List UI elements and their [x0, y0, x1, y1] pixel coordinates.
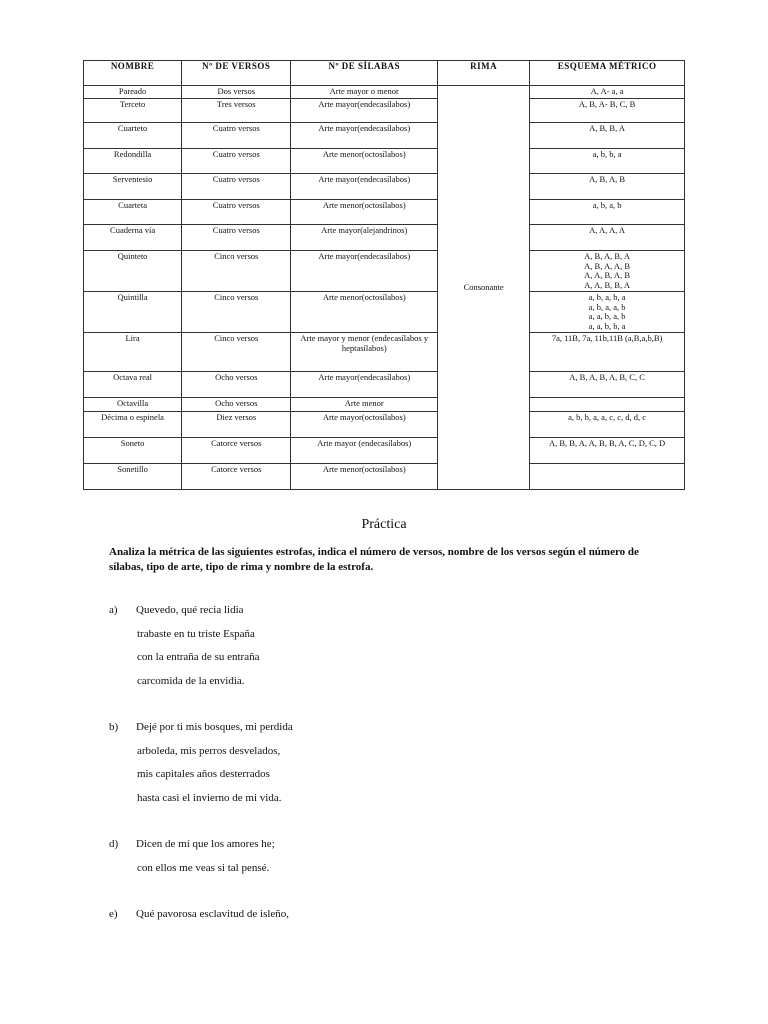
esquema-line: a, a, b, b, a [588, 320, 626, 331]
esquema-line: A, B, A, B, A, B, C, C [569, 372, 645, 382]
cell-nombre: Octava real [84, 372, 182, 398]
cell-nombre: Redondilla [84, 149, 182, 174]
cell-nombre: Lira [84, 333, 182, 372]
esquema-line: A, B, B, A, A, B, B, A, C, D, C, D [548, 438, 666, 448]
verse-text: con ellos me veas si tal pensé. [137, 861, 270, 874]
cell-versos: Cuatro versos [182, 225, 291, 251]
cell-nombre: Quintilla [84, 292, 182, 333]
cell-versos: Catorce versos [182, 438, 291, 464]
verse-text: carcomida de la envidia. [137, 674, 245, 687]
cell-versos: Catorce versos [182, 464, 291, 490]
exercise-marker: b) [109, 721, 119, 733]
cell-versos: Cinco versos [182, 292, 291, 333]
cell-silabas: Arte menor [291, 398, 438, 412]
esquema-line: A, A, B, B, A [584, 279, 630, 290]
header-rima: RIMA [438, 61, 530, 86]
stanza-line [137, 745, 280, 757]
stanza-line [137, 768, 270, 780]
cell-esquema [530, 372, 685, 398]
esquema-line: A, B, A, A, B [584, 260, 630, 271]
stanza-line [109, 721, 293, 733]
verse-text: trabaste en tu triste España [137, 627, 255, 640]
cell-esquema [530, 99, 685, 123]
cell-nombre: Décima o espinela [84, 412, 182, 438]
cell-versos: Cuatro versos [182, 200, 291, 225]
practice-title: Práctica [361, 517, 407, 532]
cell-esquema [530, 398, 685, 412]
cell-versos: Diez versos [182, 412, 291, 438]
cell-nombre: Soneto [84, 438, 182, 464]
cell-silabas: Arte menor(octosílabos) [291, 149, 438, 174]
cell-esquema [530, 86, 685, 99]
cell-rima: Consonante [438, 86, 530, 490]
cell-versos: Cinco versos [182, 333, 291, 372]
cell-silabas: Arte mayor(endecasílabos) [291, 123, 438, 149]
cell-versos: Ocho versos [182, 372, 291, 398]
cell-nombre: Serventesio [84, 174, 182, 200]
cell-esquema [530, 292, 685, 333]
exercise-marker: a) [109, 604, 118, 616]
stanza-line [137, 651, 259, 663]
table-row [84, 398, 685, 412]
cell-esquema [530, 200, 685, 225]
esquema-line: a, b, a, a, b [588, 301, 626, 312]
verse-text: mis capitales años desterrados [137, 768, 270, 780]
cell-esquema [530, 174, 685, 200]
table-header-row [84, 61, 685, 86]
cell-versos: Ocho versos [182, 398, 291, 412]
cell-versos: Dos versos [182, 86, 291, 99]
cell-versos: Cuatro versos [182, 123, 291, 149]
cell-silabas: Arte mayor o menor [291, 86, 438, 99]
cell-silabas: Arte menor(octosílabos) [291, 292, 438, 333]
table-row [84, 333, 685, 372]
table-row [84, 412, 685, 438]
cell-silabas: Arte mayor(alejandrinos) [291, 225, 438, 251]
cell-nombre: Cuarteto [84, 123, 182, 149]
esquema-line: a, b, a, b, a [588, 292, 626, 302]
cell-versos: Cuatro versos [182, 149, 291, 174]
table-row [84, 251, 685, 292]
table-row [84, 86, 685, 99]
cell-silabas: Arte mayor(endecasílabos) [291, 99, 438, 123]
esquema-line: a, b, b, a, a, c, c, d, d, c [568, 412, 647, 422]
cell-versos: Tres versos [182, 99, 291, 123]
table-row [84, 292, 685, 333]
stanza-table [83, 60, 685, 490]
cell-nombre: Sonetillo [84, 464, 182, 490]
verse-text: Qué pavorosa esclavitud de isleño, [136, 908, 290, 920]
stanza-line [109, 908, 289, 920]
practice-instructions: Analiza la métrica de las siguientes estrofas, indica el número de versos, nombre de los versos según el número de sílabas, tipo de arte, tipo de rima y nombre de la estrofa. [109, 546, 639, 573]
cell-nombre: Terceto [84, 99, 182, 123]
header-silabas: Nº DE SÍLABAS [291, 61, 438, 86]
esquema-line: A, B, A, B [589, 174, 626, 184]
table-row [84, 464, 685, 490]
table-row [84, 200, 685, 225]
table-row [84, 372, 685, 398]
stanza-line [137, 862, 269, 874]
esquema-line: A, B, A, B, A [584, 251, 630, 261]
cell-silabas: Arte mayor(endecasílabos) [291, 251, 438, 292]
cell-esquema [530, 464, 685, 490]
cell-nombre: Cuarteta [84, 200, 182, 225]
table-row [84, 225, 685, 251]
exercise-marker: d) [109, 838, 119, 850]
esquema-line: A, B, A- B, C, B [578, 99, 636, 109]
stanza-line [109, 838, 275, 850]
verse-text: hasta casi el invierno de mi vida. [137, 791, 282, 804]
stanza-line [109, 604, 244, 616]
esquema-line: 7a, 11B, 7a, 11b,11B (a,B,a,b,B) [551, 333, 663, 343]
cell-silabas: Arte mayor(octosílabos) [291, 412, 438, 438]
cell-silabas: Arte mayor(endecasílabos) [291, 174, 438, 200]
esquema-line: A, A, A, A [589, 225, 626, 235]
stanza-line [137, 675, 245, 687]
cell-silabas: Arte menor(octosílabos) [291, 200, 438, 225]
cell-esquema [530, 149, 685, 174]
cell-esquema [530, 412, 685, 438]
verse-text: arboleda, mis perros desvelados, [137, 744, 281, 757]
cell-esquema [530, 123, 685, 149]
cell-nombre: Octavilla [84, 398, 182, 412]
esquema-line: A, A- a, a [590, 86, 624, 96]
esquema-line: A, B, B, A [589, 123, 626, 133]
header-versos: Nº DE VERSOS [182, 61, 291, 86]
esquema-line: A, A, B, A, B [584, 270, 630, 280]
verse-text: con la entraña de su entraña [137, 651, 260, 663]
table-row [84, 149, 685, 174]
cell-versos: Cuatro versos [182, 174, 291, 200]
header-esquema: ESQUEMA MÉTRICO [530, 61, 685, 86]
esquema-line: a, b, b, a [592, 149, 622, 159]
stanza-line [137, 792, 281, 804]
esquema-line: a, b, a, b [592, 200, 622, 210]
table-row [84, 174, 685, 200]
cell-esquema [530, 438, 685, 464]
exercise-marker: e) [109, 908, 118, 920]
cell-esquema [530, 251, 685, 292]
esquema-line: a, a, b, a, b [588, 311, 626, 321]
cell-nombre: Cuaderna vía [84, 225, 182, 251]
cell-versos: Cinco versos [182, 251, 291, 292]
header-nombre: NOMBRE [84, 61, 182, 86]
cell-nombre: Pareado [84, 86, 182, 99]
cell-silabas: Arte mayor y menor (endecasílabos y heptasílabos) [291, 333, 438, 372]
stanza-line [137, 628, 255, 640]
table-row [84, 438, 685, 464]
cell-silabas: Arte menor(octosílabos) [291, 464, 438, 490]
cell-esquema [530, 225, 685, 251]
cell-nombre: Quinteto [84, 251, 182, 292]
table-row [84, 123, 685, 149]
verse-text: Quevedo, qué recia lidia [136, 604, 244, 616]
table-body [84, 86, 685, 490]
verse-text: Dejé por ti mis bosques, mi perdida [136, 721, 293, 733]
cell-silabas: Arte mayor(endecasílabos) [291, 372, 438, 398]
table-row [84, 99, 685, 123]
verse-text: Dicen de mí que los amores he; [136, 838, 275, 850]
cell-silabas: Arte mayor (endecasílabos) [291, 438, 438, 464]
cell-esquema [530, 333, 685, 372]
